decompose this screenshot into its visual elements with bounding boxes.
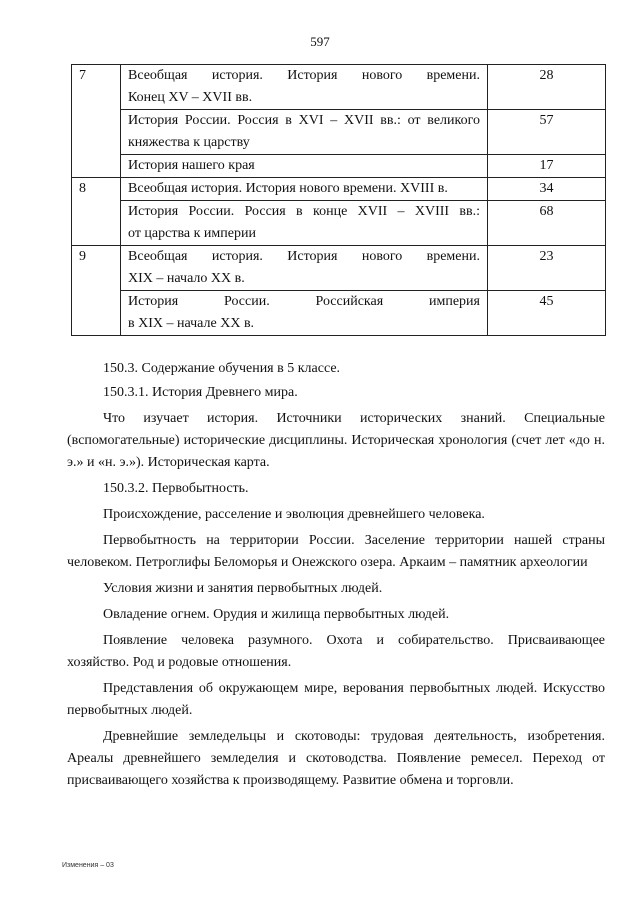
paragraph: Древнейшие земледельцы и скотоводы: трудовая деятельность, изобретения. Ареалы древнейшего земледелия и скотоводства. Появление ремесел. Переход от присваивающего хозяйства к производящему. Развитие обмена и торговли. <box>67 729 605 788</box>
table-row <box>72 178 606 201</box>
grade-cell: 7 <box>72 65 121 178</box>
topic-line: от царства к империи <box>128 226 256 241</box>
body-text <box>67 358 605 792</box>
page-number: 597 <box>310 34 330 49</box>
topic-line: Конец XV – XVII вв. <box>128 90 253 105</box>
table-row <box>72 110 606 155</box>
topic-line: История нашего края <box>128 158 255 173</box>
footer-revision-note: Изменения – 03 <box>62 862 114 869</box>
topic-line: Всеобщая история. История нового времени. XVIII в. <box>128 181 448 196</box>
hours-cell: 68 <box>488 201 606 246</box>
paragraph: Что изучает история. Источники исторических знаний. Специальные (вспомогательные) исторические дисциплины. Историческая хронология (счет лет «до н. э.» и «н. э.»). Историческая карта. <box>67 411 605 470</box>
topic-line: в XIX – начале XX в. <box>128 316 255 331</box>
topic-cell <box>121 246 488 291</box>
hours-cell: 45 <box>488 291 606 336</box>
paragraph: Появление человека разумного. Охота и собирательство. Присваивающее хозяйство. Род и родовые отношения. <box>67 633 605 670</box>
hours-cell: 23 <box>488 246 606 291</box>
topic-line: Всеобщая история. История нового времени. <box>128 249 480 264</box>
topic-cell <box>121 178 488 201</box>
table-row <box>72 155 606 178</box>
topic-cell <box>121 201 488 246</box>
section-heading: 150.3.1. История Древнего мира. <box>103 385 298 400</box>
hours-table <box>71 64 606 336</box>
section-heading: 150.3.2. Первобытность. <box>103 481 249 496</box>
hours-cell: 57 <box>488 110 606 155</box>
paragraph: Первобытность на территории России. Заселение территории нашей страны человеком. Петроглифы Беломорья и Онежского озера. Аркаим – памятник археологии <box>67 533 605 570</box>
table-row <box>72 201 606 246</box>
grade-cell: 9 <box>72 246 121 336</box>
topic-line: История России. Россия в XVI – XVII вв.: от великого <box>128 113 480 128</box>
table-row <box>72 65 606 110</box>
hours-cell: 34 <box>488 178 606 201</box>
paragraph: Происхождение, расселение и эволюция древнейшего человека. <box>103 507 485 522</box>
paragraph: Представления об окружающем мире, верования первобытных людей. Искусство первобытных людей. <box>67 681 605 718</box>
topic-line: История России. Россия в конце XVII – XVIII вв.: <box>128 204 480 219</box>
section-heading: 150.3. Содержание обучения в 5 классе. <box>103 361 341 376</box>
topic-line: Всеобщая история. История нового времени. <box>128 68 480 83</box>
grade-cell: 8 <box>72 178 121 246</box>
paragraph: Овладение огнем. Орудия и жилища первобытных людей. <box>103 607 450 622</box>
topic-line: княжества к царству <box>128 135 250 150</box>
topic-cell <box>121 155 488 178</box>
topic-line: История России. Российская империя <box>128 294 480 309</box>
topic-line: XIX – начало XX в. <box>128 271 245 286</box>
hours-cell: 17 <box>488 155 606 178</box>
topic-cell <box>121 110 488 155</box>
table-row <box>72 246 606 291</box>
paragraph: Условия жизни и занятия первобытных людей. <box>103 581 383 596</box>
topic-cell <box>121 291 488 336</box>
topic-cell <box>121 65 488 110</box>
table-row <box>72 291 606 336</box>
hours-cell: 28 <box>488 65 606 110</box>
